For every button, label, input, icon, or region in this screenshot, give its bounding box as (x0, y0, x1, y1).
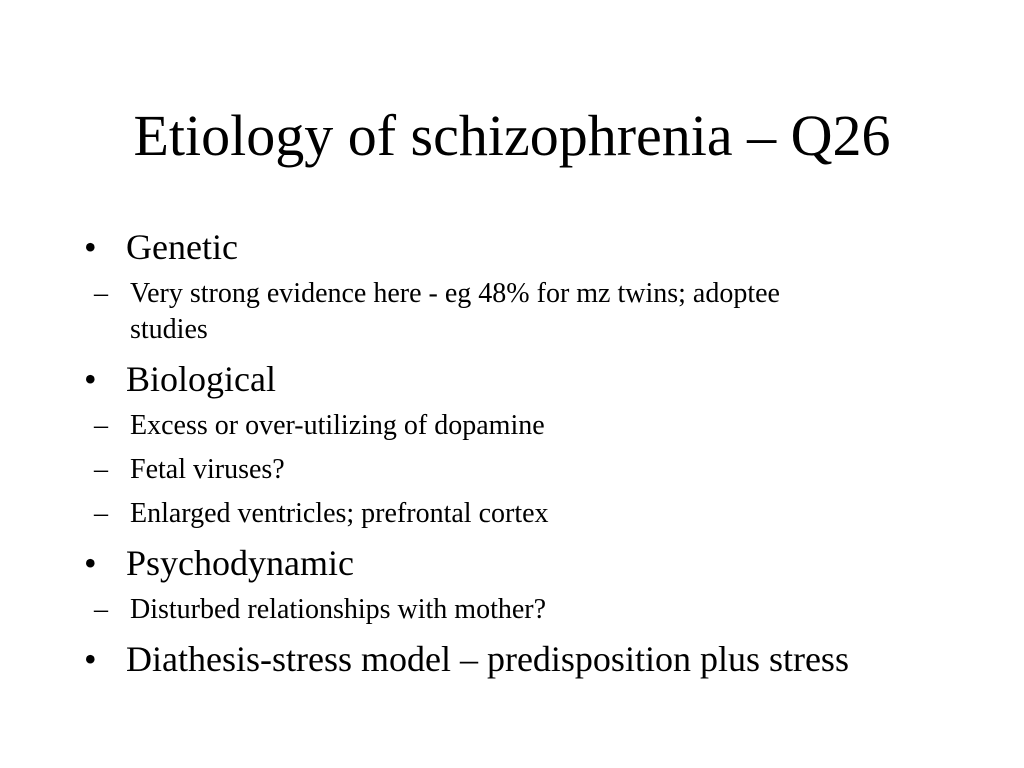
sub-item-text: Fetal viruses? (130, 454, 285, 485)
bullet-label: Biological (126, 359, 276, 399)
slide-body (84, 224, 984, 682)
bullet-label: Psychodynamic (126, 543, 354, 583)
dash-icon: – (94, 498, 108, 529)
sub-list-biological (84, 408, 984, 532)
sub-item (84, 496, 984, 532)
bullet-item-diathesis-stress (84, 636, 984, 682)
sub-list-genetic (84, 276, 984, 348)
dash-icon: – (94, 594, 108, 625)
bullet-label: Genetic (126, 227, 238, 267)
bullet-icon: • (84, 227, 97, 267)
sub-item (84, 276, 984, 348)
bullet-item-biological (84, 356, 984, 402)
bullet-icon: • (84, 543, 97, 583)
sub-item-text: Disturbed relationships with mother? (130, 594, 547, 625)
bullet-icon: • (84, 639, 97, 679)
bullet-item-genetic (84, 224, 984, 270)
sub-item (84, 592, 984, 628)
sub-item-text: Very strong evidence here - eg 48% for mz twins; adoptee studies (130, 278, 780, 345)
bullet-item-psychodynamic (84, 540, 984, 586)
sub-item (84, 408, 984, 444)
sub-item-text: Excess or over-utilizing of dopamine (130, 410, 545, 441)
sub-item (84, 452, 984, 488)
sub-list-psychodynamic (84, 592, 984, 628)
sub-item-text: Enlarged ventricles; prefrontal cortex (130, 498, 549, 529)
dash-icon: – (94, 278, 108, 309)
slide-title: Etiology of schizophrenia – Q26 (133, 103, 891, 168)
bullet-icon: • (84, 359, 97, 399)
dash-icon: – (94, 454, 108, 485)
bullet-label: Diathesis-stress model – predisposition plus stress (126, 639, 849, 679)
dash-icon: – (94, 410, 108, 441)
